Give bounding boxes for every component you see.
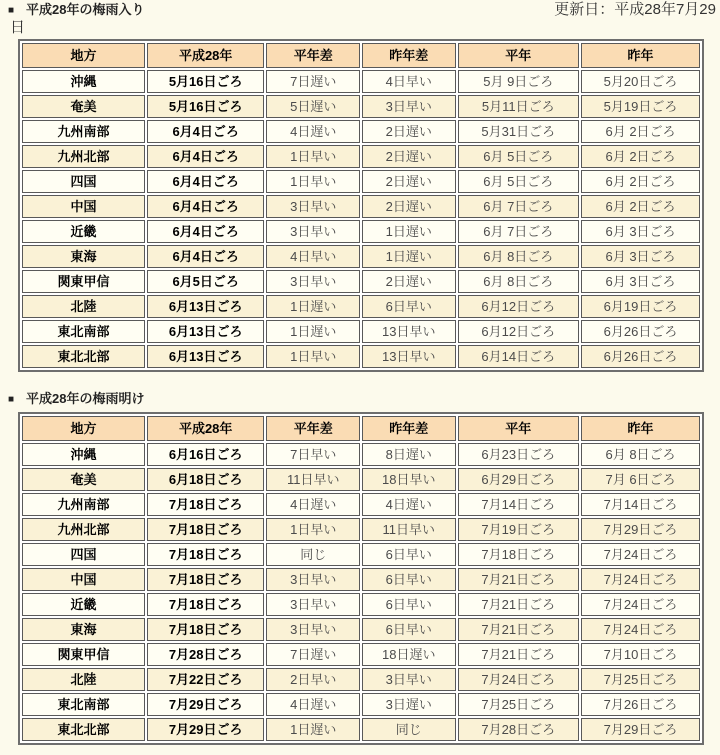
value-cell: 6日早い bbox=[362, 593, 456, 616]
section1-title-text: 平成28年の梅雨入り bbox=[26, 2, 145, 17]
table-row bbox=[22, 468, 700, 491]
value-cell: 6月 8日ごろ bbox=[581, 443, 700, 466]
value-cell: 6月 7日ごろ bbox=[458, 195, 580, 218]
value-cell: 4日早い bbox=[362, 70, 456, 93]
value-cell: 3日早い bbox=[266, 568, 360, 591]
value-cell: 1日早い bbox=[266, 518, 360, 541]
region-cell: 沖縄 bbox=[22, 70, 145, 93]
value-cell: 3日早い bbox=[362, 668, 456, 691]
bullet-square-icon: ■ bbox=[8, 5, 15, 16]
table-row bbox=[22, 345, 700, 368]
table-row bbox=[22, 568, 700, 591]
value-cell: 同じ bbox=[266, 543, 360, 566]
value-cell: 7月29日ごろ bbox=[147, 693, 265, 716]
value-cell: 3日早い bbox=[266, 593, 360, 616]
value-cell: 1日早い bbox=[266, 345, 360, 368]
value-cell: 7月24日ごろ bbox=[581, 618, 700, 641]
updated-date-wrapped-char: 日 bbox=[10, 19, 26, 36]
value-cell: 5日遅い bbox=[266, 95, 360, 118]
value-cell: 6月 3日ごろ bbox=[581, 245, 700, 268]
value-cell: 7月18日ごろ bbox=[458, 543, 580, 566]
column-header-heisei28: 平成28年 bbox=[147, 43, 265, 68]
value-cell: 2日遅い bbox=[362, 270, 456, 293]
header-row bbox=[22, 416, 700, 441]
section1-title bbox=[8, 2, 145, 20]
region-cell: 九州南部 bbox=[22, 493, 145, 516]
value-cell: 7月25日ごろ bbox=[458, 693, 580, 716]
region-cell: 四国 bbox=[22, 543, 145, 566]
table-row bbox=[22, 718, 700, 741]
value-cell: 7月14日ごろ bbox=[581, 493, 700, 516]
rainy-season-end-body bbox=[22, 443, 700, 741]
value-cell: 6日早い bbox=[362, 543, 456, 566]
region-cell: 北陸 bbox=[22, 295, 145, 318]
value-cell: 4日遅い bbox=[362, 493, 456, 516]
value-cell: 6月4日ごろ bbox=[147, 120, 265, 143]
region-cell: 近畿 bbox=[22, 593, 145, 616]
value-cell: 6月12日ごろ bbox=[458, 295, 580, 318]
table-row bbox=[22, 195, 700, 218]
column-header-normal: 平年 bbox=[458, 43, 580, 68]
value-cell: 6月 2日ごろ bbox=[581, 145, 700, 168]
table-row bbox=[22, 643, 700, 666]
value-cell: 7月28日ごろ bbox=[147, 643, 265, 666]
value-cell: 6月14日ごろ bbox=[458, 345, 580, 368]
value-cell: 7月24日ごろ bbox=[581, 543, 700, 566]
updated-date: 更新日：平成28年7月29 bbox=[554, 1, 716, 18]
value-cell: 6月4日ごろ bbox=[147, 220, 265, 243]
value-cell: 7月18日ごろ bbox=[147, 568, 265, 591]
value-cell: 18日遅い bbox=[362, 643, 456, 666]
value-cell: 6月 3日ごろ bbox=[581, 220, 700, 243]
value-cell: 6月4日ごろ bbox=[147, 195, 265, 218]
value-cell: 7月19日ごろ bbox=[458, 518, 580, 541]
value-cell: 5月11日ごろ bbox=[458, 95, 580, 118]
table-row bbox=[22, 693, 700, 716]
value-cell: 6月13日ごろ bbox=[147, 345, 265, 368]
value-cell: 6月 8日ごろ bbox=[458, 245, 580, 268]
region-cell: 北陸 bbox=[22, 668, 145, 691]
rainy-season-end-table bbox=[18, 412, 704, 745]
value-cell: 7月18日ごろ bbox=[147, 518, 265, 541]
value-cell: 2日早い bbox=[266, 668, 360, 691]
table-row bbox=[22, 120, 700, 143]
rainy-season-start-body bbox=[22, 70, 700, 368]
value-cell: 11日早い bbox=[266, 468, 360, 491]
table-row bbox=[22, 295, 700, 318]
value-cell: 7月14日ごろ bbox=[458, 493, 580, 516]
value-cell: 7日早い bbox=[266, 443, 360, 466]
table-row bbox=[22, 618, 700, 641]
value-cell: 6月 5日ごろ bbox=[458, 145, 580, 168]
value-cell: 7月18日ごろ bbox=[147, 543, 265, 566]
table-row bbox=[22, 443, 700, 466]
value-cell: 5月31日ごろ bbox=[458, 120, 580, 143]
region-cell: 東海 bbox=[22, 618, 145, 641]
region-cell: 九州北部 bbox=[22, 145, 145, 168]
value-cell: 7月18日ごろ bbox=[147, 593, 265, 616]
value-cell: 7月29日ごろ bbox=[581, 718, 700, 741]
region-cell: 中国 bbox=[22, 568, 145, 591]
table-row bbox=[22, 70, 700, 93]
region-cell: 九州北部 bbox=[22, 518, 145, 541]
value-cell: 5月16日ごろ bbox=[147, 95, 265, 118]
header-row bbox=[22, 43, 700, 68]
value-cell: 3日遅い bbox=[362, 693, 456, 716]
value-cell: 6月29日ごろ bbox=[458, 468, 580, 491]
value-cell: 6月12日ごろ bbox=[458, 320, 580, 343]
value-cell: 同じ bbox=[362, 718, 456, 741]
value-cell: 7月22日ごろ bbox=[147, 668, 265, 691]
region-cell: 東北南部 bbox=[22, 320, 145, 343]
table-row bbox=[22, 95, 700, 118]
value-cell: 2日遅い bbox=[362, 170, 456, 193]
value-cell: 7月28日ごろ bbox=[458, 718, 580, 741]
value-cell: 7月21日ごろ bbox=[458, 618, 580, 641]
table-row bbox=[22, 170, 700, 193]
value-cell: 4日遅い bbox=[266, 493, 360, 516]
value-cell: 7月18日ごろ bbox=[147, 618, 265, 641]
value-cell: 1日遅い bbox=[362, 220, 456, 243]
value-cell: 7月18日ごろ bbox=[147, 493, 265, 516]
value-cell: 5月 9日ごろ bbox=[458, 70, 580, 93]
region-cell: 四国 bbox=[22, 170, 145, 193]
header-line bbox=[8, 1, 716, 20]
value-cell: 6月 7日ごろ bbox=[458, 220, 580, 243]
region-cell: 奄美 bbox=[22, 95, 145, 118]
value-cell: 6月 3日ごろ bbox=[581, 270, 700, 293]
table-row bbox=[22, 668, 700, 691]
section2-title-text: 平成28年の梅雨明け bbox=[26, 391, 145, 406]
column-header-normal: 平年 bbox=[458, 416, 580, 441]
table-row bbox=[22, 593, 700, 616]
table-row bbox=[22, 543, 700, 566]
value-cell: 6日早い bbox=[362, 568, 456, 591]
value-cell: 6月26日ごろ bbox=[581, 345, 700, 368]
value-cell: 8日遅い bbox=[362, 443, 456, 466]
value-cell: 1日遅い bbox=[266, 295, 360, 318]
value-cell: 4日遅い bbox=[266, 693, 360, 716]
region-cell: 東海 bbox=[22, 245, 145, 268]
value-cell: 3日早い bbox=[266, 195, 360, 218]
region-cell: 奄美 bbox=[22, 468, 145, 491]
value-cell: 6月13日ごろ bbox=[147, 320, 265, 343]
section2-title bbox=[8, 391, 712, 409]
value-cell: 6月4日ごろ bbox=[147, 170, 265, 193]
table-row bbox=[22, 518, 700, 541]
value-cell: 6月18日ごろ bbox=[147, 468, 265, 491]
value-cell: 7月 6日ごろ bbox=[581, 468, 700, 491]
page-header bbox=[8, 1, 716, 36]
value-cell: 6月 5日ごろ bbox=[458, 170, 580, 193]
value-cell: 6月 2日ごろ bbox=[581, 120, 700, 143]
region-cell: 東北北部 bbox=[22, 345, 145, 368]
column-header-lastyear-diff: 昨年差 bbox=[362, 43, 456, 68]
value-cell: 6日早い bbox=[362, 618, 456, 641]
region-cell: 近畿 bbox=[22, 220, 145, 243]
region-cell: 沖縄 bbox=[22, 443, 145, 466]
table-row bbox=[22, 145, 700, 168]
region-cell: 東北北部 bbox=[22, 718, 145, 741]
value-cell: 6月4日ごろ bbox=[147, 245, 265, 268]
value-cell: 1日遅い bbox=[362, 245, 456, 268]
value-cell: 6月5日ごろ bbox=[147, 270, 265, 293]
value-cell: 7月10日ごろ bbox=[581, 643, 700, 666]
table-row bbox=[22, 270, 700, 293]
value-cell: 6月23日ごろ bbox=[458, 443, 580, 466]
value-cell: 7月21日ごろ bbox=[458, 593, 580, 616]
value-cell: 6月16日ごろ bbox=[147, 443, 265, 466]
bullet-square-icon: ■ bbox=[8, 394, 15, 405]
value-cell: 3日早い bbox=[266, 270, 360, 293]
value-cell: 6月 2日ごろ bbox=[581, 195, 700, 218]
value-cell: 7月24日ごろ bbox=[458, 668, 580, 691]
value-cell: 1日遅い bbox=[266, 320, 360, 343]
value-cell: 4日早い bbox=[266, 245, 360, 268]
table-row bbox=[22, 320, 700, 343]
value-cell: 6月 2日ごろ bbox=[581, 170, 700, 193]
rainy-season-start-table bbox=[18, 39, 704, 372]
column-header-region: 地方 bbox=[22, 416, 145, 441]
value-cell: 3日早い bbox=[266, 618, 360, 641]
region-cell: 中国 bbox=[22, 195, 145, 218]
value-cell: 7月24日ごろ bbox=[581, 593, 700, 616]
value-cell: 4日遅い bbox=[266, 120, 360, 143]
value-cell: 7月26日ごろ bbox=[581, 693, 700, 716]
value-cell: 5月20日ごろ bbox=[581, 70, 700, 93]
column-header-region: 地方 bbox=[22, 43, 145, 68]
column-header-lastyear-diff: 昨年差 bbox=[362, 416, 456, 441]
table-row bbox=[22, 493, 700, 516]
value-cell: 6月26日ごろ bbox=[581, 320, 700, 343]
region-cell: 東北南部 bbox=[22, 693, 145, 716]
value-cell: 18日早い bbox=[362, 468, 456, 491]
region-cell: 関東甲信 bbox=[22, 643, 145, 666]
value-cell: 7月29日ごろ bbox=[147, 718, 265, 741]
column-header-normal-diff: 平年差 bbox=[266, 43, 360, 68]
column-header-lastyear: 昨年 bbox=[581, 43, 700, 68]
region-cell: 九州南部 bbox=[22, 120, 145, 143]
value-cell: 7月21日ごろ bbox=[458, 643, 580, 666]
value-cell: 5月19日ごろ bbox=[581, 95, 700, 118]
column-header-lastyear: 昨年 bbox=[581, 416, 700, 441]
value-cell: 7日遅い bbox=[266, 643, 360, 666]
value-cell: 6月19日ごろ bbox=[581, 295, 700, 318]
value-cell: 7月29日ごろ bbox=[581, 518, 700, 541]
value-cell: 2日遅い bbox=[362, 120, 456, 143]
value-cell: 11日早い bbox=[362, 518, 456, 541]
table-row bbox=[22, 245, 700, 268]
value-cell: 7月21日ごろ bbox=[458, 568, 580, 591]
value-cell: 6月13日ごろ bbox=[147, 295, 265, 318]
value-cell: 3日早い bbox=[362, 95, 456, 118]
value-cell: 6月4日ごろ bbox=[147, 145, 265, 168]
value-cell: 13日早い bbox=[362, 320, 456, 343]
value-cell: 1日早い bbox=[266, 145, 360, 168]
value-cell: 2日遅い bbox=[362, 195, 456, 218]
value-cell: 13日早い bbox=[362, 345, 456, 368]
value-cell: 2日遅い bbox=[362, 145, 456, 168]
value-cell: 1日遅い bbox=[266, 718, 360, 741]
value-cell: 7月24日ごろ bbox=[581, 568, 700, 591]
value-cell: 3日早い bbox=[266, 220, 360, 243]
value-cell: 7日遅い bbox=[266, 70, 360, 93]
table-row bbox=[22, 220, 700, 243]
column-header-heisei28: 平成28年 bbox=[147, 416, 265, 441]
value-cell: 6月 8日ごろ bbox=[458, 270, 580, 293]
value-cell: 6日早い bbox=[362, 295, 456, 318]
column-header-normal-diff: 平年差 bbox=[266, 416, 360, 441]
value-cell: 1日早い bbox=[266, 170, 360, 193]
value-cell: 7月25日ごろ bbox=[581, 668, 700, 691]
value-cell: 5月16日ごろ bbox=[147, 70, 265, 93]
region-cell: 関東甲信 bbox=[22, 270, 145, 293]
